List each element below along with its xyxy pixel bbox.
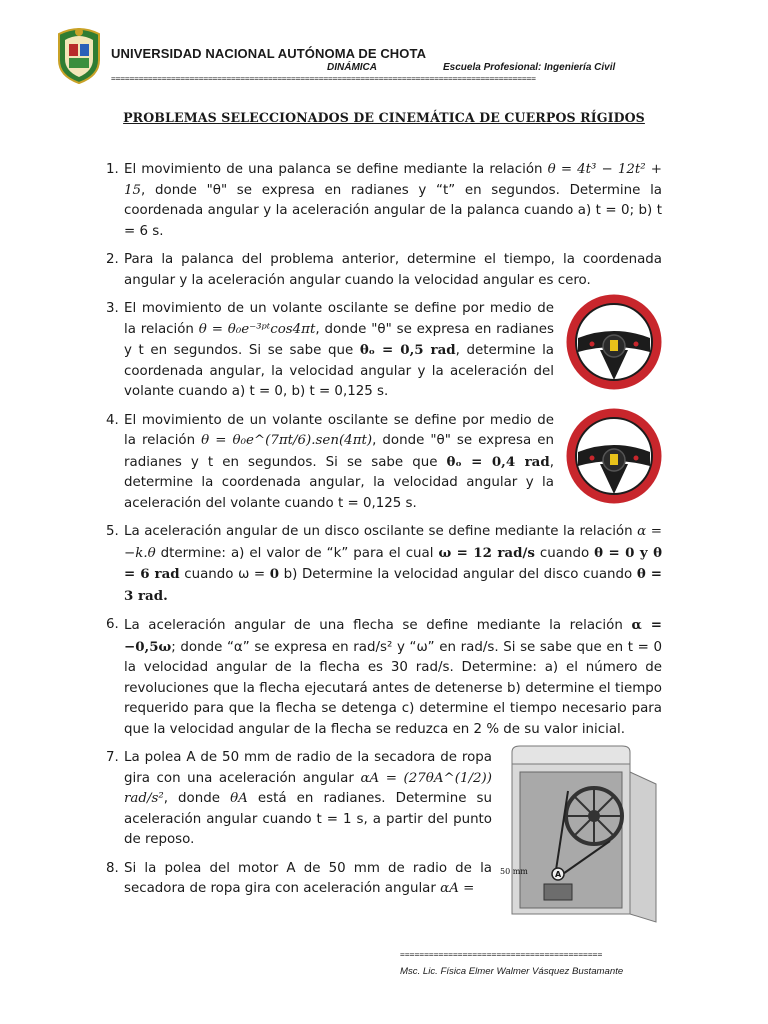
problem-text: , donde: [163, 791, 231, 806]
equation: α = −0,5ω: [124, 617, 663, 655]
equation: θₒ = 0,4 rad: [446, 453, 550, 470]
problem-8: [106, 859, 492, 900]
equation: θₒ = 0,5 rad: [359, 342, 456, 358]
problem-text: El movimiento de un volante oscilante se define por medio de la relación: [124, 412, 554, 448]
equation: θ = θ₀e^(7πt/6).sen(4πt): [201, 433, 373, 448]
problem-2: [106, 250, 662, 291]
equation: θ = 0 y θ = 6 rad: [124, 544, 663, 582]
equation: αA = (27θA^(1/2)) rad/s²: [124, 770, 492, 806]
university-crest-logo: [55, 26, 103, 84]
problem-text: , determine la coordenada angular, la velocidad angular y la aceleración del volante cuando a) t = 0, b) t = 0,125 s.: [124, 343, 554, 399]
problem-text: dtermine: a) el valor de “k” para el cual: [155, 545, 439, 561]
problem-text: Para la palanca del problema anterior, determine el tiempo, la coordenada angular y la aceleración angular cuando la velocidad angular es cero.: [124, 252, 662, 288]
problem-text: está en radianes. Determine su aceleración angular cuando t = 1 s, a partir del punto de reposo.: [124, 791, 492, 847]
clothes-dryer-figure: [498, 744, 666, 924]
header-rule: ============================================================================================: [111, 74, 536, 83]
problem-number: 3.: [106, 301, 119, 316]
pulley-label: A: [555, 870, 562, 879]
university-name: UNIVERSIDAD NACIONAL AUTÓNOMA DE CHOTA: [111, 46, 427, 61]
course-name: DINÁMICA: [327, 62, 377, 73]
equation: θA: [230, 791, 248, 806]
problem-text: ; donde “α” se expresa en rad/s² y “ω” en rad/s. Si se sabe que en t = 0 la velocidad angular de la flecha es 30 rad/s. Determine: a) el número de revoluciones que la flecha ejecutará antes de detenerse b) determine el tiempo requerido para que la flecha se detenga c) determine el tiempo necesario para que la velocidad angular de la flecha se reduzca en 2 % de su valor inicial.: [124, 639, 662, 737]
problem-text: El movimiento de un volante oscilante se define por medio de la relación: [124, 301, 554, 337]
problem-text: , donde "θ" se expresa en radianes y t en segundos. Si se sabe que: [124, 433, 554, 470]
problem-number: 8.: [106, 860, 119, 876]
problem-text: , determine la coordenada angular, la velocidad angular y la aceleración del volante cuando t = 0,125 s.: [124, 454, 554, 511]
problem-text: , donde "θ" se expresa en radianes y “t” en segundos. Determine la coordenada angular y la aceleración angular de la palanca cuando a) t = 0; b) t = 6 s.: [124, 182, 662, 239]
problem-number: 2.: [106, 252, 119, 267]
equation: θ = θ₀e⁻³ᵖᵗcos4πt: [198, 321, 316, 337]
problem-text: cuando ω =: [179, 567, 270, 582]
steering-wheel-icon: [566, 294, 662, 390]
author-name: Msc. Lic. Física Elmer Walmer Vásquez Bustamante: [400, 966, 624, 977]
problem-4: [106, 411, 554, 515]
footer-rule: ==========================================: [400, 950, 603, 959]
equation: ω = 12 rad/s: [438, 544, 535, 561]
problem-6: [106, 615, 662, 740]
problem-number: 1.: [106, 162, 119, 177]
problem-3: [106, 299, 554, 403]
steering-wheel-icon: [566, 408, 662, 504]
equation: αA =: [440, 881, 475, 896]
problem-number: 5.: [106, 524, 119, 539]
page-header: [55, 26, 665, 96]
radius-label: 50 mm: [500, 867, 528, 876]
problem-7: [106, 748, 492, 851]
equation: θ = 3 rad.: [124, 566, 662, 604]
problem-text: La polea A de 50 mm de radio de la secadora de ropa gira con una aceleración angular: [124, 750, 492, 786]
equation: 0: [269, 566, 280, 582]
page-title: PROBLEMAS SELECCIONADOS DE CINEMÁTICA DE CUERPOS RÍGIDOS: [123, 110, 645, 125]
problem-5: [106, 522, 662, 607]
equation: θ = 4t³ − 12t² + 15: [124, 162, 663, 198]
problem-text: La aceleración angular de un disco oscilante se define mediante la relación: [124, 524, 638, 539]
problem-number: 4.: [106, 412, 119, 428]
problem-text: cuando: [534, 545, 595, 561]
problem-text: La aceleración angular de una flecha se define mediante la relación: [124, 618, 632, 633]
problem-text: Si la polea del motor A de 50 mm de radio de la secadora de ropa gira con aceleración angular: [124, 860, 492, 896]
problem-number: 7.: [106, 750, 119, 765]
equation: α = −k.θ: [124, 524, 662, 561]
school-name: Escuela Profesional: Ingeniería Civil: [443, 62, 616, 73]
problem-text: , donde "θ" se expresa en radianes y t en segundos. Si se sabe que: [124, 321, 555, 358]
problem-text: El movimiento de una palanca se define mediante la relación: [124, 162, 548, 177]
problem-1: [106, 160, 662, 242]
problem-number: 6.: [106, 617, 119, 632]
problem-text: b) Determine la velocidad angular del disco cuando: [279, 567, 637, 582]
